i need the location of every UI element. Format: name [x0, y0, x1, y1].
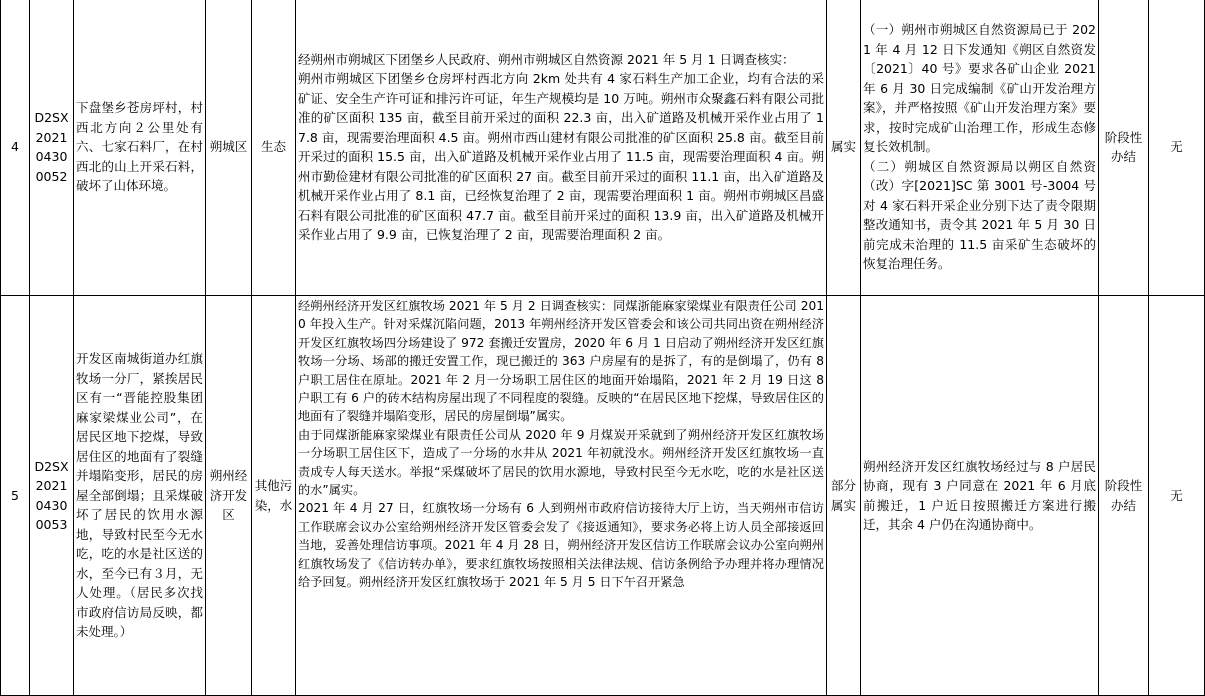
row-number: 4: [1, 0, 30, 296]
verification-paragraph: 2021 年 4 月 27 日，红旗牧场一分场有 6 人到朔州市政府信访接待大厅上访，当天朔州市信访工作联席会议办公室给朔州经济开发区管委会发了《接返通知》，要求务必将上访人员全部接返回当地，妥善处理信访事项。2021 年 4 月 28 日，朔州经济开发区信访工作联席会议办公室向朔州红旗牧场发了《信访转办单》，要求红旗牧场按照相关法律法规、信访条例给予办理并将办理情况给予回复。朔州经济开发区红旗牧场于 2021 年 5 月 5 日下午召开紧急: [298, 501, 824, 590]
case-status: 阶段性办结: [1099, 296, 1149, 696]
measure-paragraph: （二）朔城区自然资源局以朔区自然资（改）字[2021]SC 第 3001 号-3004 号对 4 家石料开采企业分别下达了责令限期整改通知书，责令其 2021 年 5 月 30 日前完成未治理的 11.5 亩采矿生态破坏的恢复治理任务。: [863, 158, 1096, 272]
table-row: [1, 0, 1205, 296]
case-status: 阶段性办结: [1099, 0, 1149, 296]
case-code: D2SX202104300052: [30, 0, 74, 296]
verification-result: 部分属实: [827, 296, 861, 696]
verification-cell: [296, 0, 827, 296]
verification-result: 属实: [827, 0, 861, 296]
table-row: [1, 296, 1205, 696]
verification-cell: [296, 296, 827, 696]
verification-paragraph: 由于同煤浙能麻家梁煤业有限责任公司从 2020 年 9 月煤炭开采就到了朔州经济开发区红旗牧场一分场职工居住区下，造成了一分场的水井从 2021 年初就没水。朔州经济开发区红旗牧场一直责成专人每天送水。举报“采煤破坏了居民的饮用水源地，导致村民至今无水吃，吃的水是社区送的水”属实。: [298, 427, 824, 498]
row-number: 5: [1, 296, 30, 696]
case-code: D2SX202104300053: [30, 296, 74, 696]
accountability: 无: [1149, 296, 1205, 696]
complaint-content: 下盘堡乡苍房坪村，村西北方向２公里处有六、七家石料厂，在村西北的山上开采石料，破坏了山体环境。: [74, 0, 206, 296]
measures-cell: [861, 0, 1099, 296]
measure-paragraph: 朔州经济开发区红旗牧场经过与 8 户居民协商，现有 3 户同意在 2021 年 6 月底前搬迁，1 户近日按照搬迁方案进行搬迁，其余 4 户仍在沟通协商中。: [863, 458, 1096, 532]
measure-paragraph: （一）朔州市朔城区自然资源局已于 2021 年 4 月 12 日下发通知《朔区自然资发〔2021〕40 号》要求各矿山企业 2021 年 6 月 30 日完成编制《矿山开发治理方案》，并严格按照《矿山开发治理方案》要求，按时完成矿山治理工作，形成生态修复长效机制。: [863, 22, 1096, 155]
pollution-type: 其他污染，水: [252, 296, 296, 696]
verification-paragraph: 朔州市朔城区下团堡乡仓房坪村西北方向 2km 处共有 4 家石料生产加工企业，均有合法的采矿证、安全生产许可证和排污许可证，年生产规模均是 10 万吨。朔州市众聚鑫石料有限公司批准的矿区面积 135 亩，截至目前开采过的面积 22.3 亩，出入矿道路及机械开采作业占用了 17.8 亩，现需要治理面积 4.5 亩。朔州市西山建材有限公司批准的矿区面积 25.8 亩。截至目前开采过的面积 15.5 亩，出入矿道路及机械开采作业占用了 11.5 亩，现需要治理面积 4 亩。朔州市勤俭建材有限公司批准的矿区面积 27 亩。截至目前开采过的面积 11.1 亩，出入矿道路及机械开采作业占用了 8.1 亩，已经恢复治理了 2 亩，现需要治理面积 1 亩。朔州市朔城区昌盛石料有限公司批准的矿区面积 47.7 亩。截至目前开采过的面积 13.9 亩，出入矿道路及机械开采作业占用了 9.9 亩，已恢复治理了 2 亩，现需要治理面积 2 亩。: [298, 71, 824, 242]
verification-paragraph: 经朔州经济开发区红旗牧场 2021 年 5 月 2 日调查核实：同煤浙能麻家梁煤业有限责任公司 2010 年投入生产。针对采煤沉陷问题，2013 年朔州经济开发区管委会和该公司共同出资在朔州经济开发区红旗牧场四分场建设了 972 套搬迁安置房，2020 年 6 月 1 日启动了朔州经济开发区红旗牧场一分场、场部的搬迁安置工作，现已搬迁的 363 户房屋有的是拆了，有的是倒塌了，仍有 8 户职工居住在原址。2021 年 2 月一分场职工居住区的地面开始塌陷，2021 年 2 月 19 日这 8 户职工有 6 户的砖木结构房屋出现了不同程度的裂缝。反映的“在居民区地下挖煤，导致居住区的地面有了裂缝并塌陷变形，居民的房屋倒塌”属实。: [298, 299, 824, 424]
administrative-area: 朔城区: [206, 0, 252, 296]
pollution-type: 生态: [252, 0, 296, 296]
administrative-area: 朔州经济开发区: [206, 296, 252, 696]
measures-cell: [861, 296, 1099, 696]
complaint-content: 开发区南城街道办红旗牧场一分厂，紧挨居民区有一“晋能控股集团麻家梁煤业公司”，在居民区地下挖煤，导致居住区的地面有了裂缝并塌陷变形，居民的房屋全部倒塌；且采煤破坏了居民的饮用水源地，导致村民至今无水吃，吃的水是社区送的水，至今已有３月，无人处理。（居民多次找市政府信访局反映，都未处理。）: [74, 296, 206, 696]
verification-paragraph: 经朔州市朔城区下团堡乡人民政府、朔州市朔城区自然资源 2021 年 5 月 1 日调查核实：: [298, 51, 795, 67]
accountability: 无: [1149, 0, 1205, 296]
